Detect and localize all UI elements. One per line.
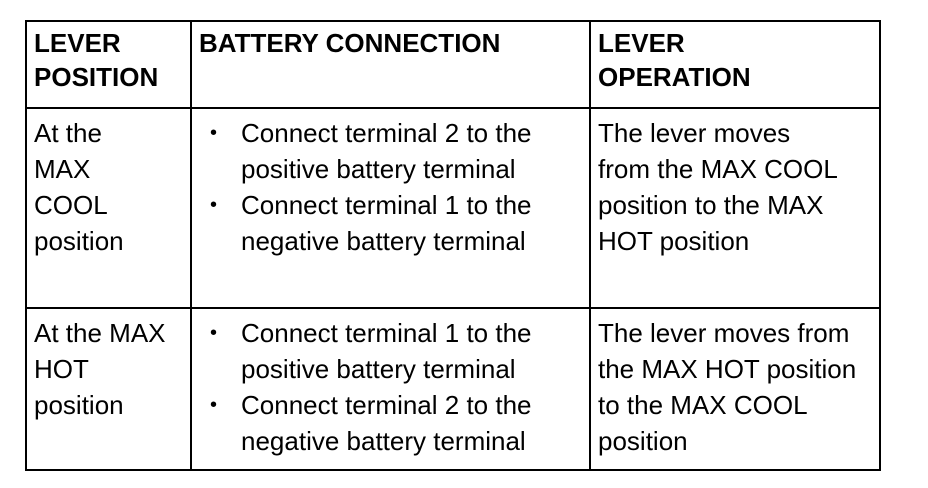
bullet-icon: •	[210, 394, 218, 416]
list-item: • Connect terminal 1 to the negative battery terminal	[241, 187, 582, 259]
header-battery-connection: BATTERY CONNECTION	[191, 21, 590, 108]
table-row	[26, 108, 880, 308]
connection-list	[199, 315, 582, 459]
header-lever-operation: LEVER OPERATION	[590, 21, 880, 108]
battery-connection-cell	[191, 108, 590, 308]
bullet-icon: •	[210, 122, 218, 144]
header-lever-position: LEVER POSITION	[26, 21, 191, 108]
lever-operation-table	[25, 20, 881, 471]
battery-connection-cell	[191, 308, 590, 470]
lever-operation-cell: The lever moves from the MAX COOL position to the MAX HOT position	[590, 108, 880, 308]
list-item: • Connect terminal 1 to the positive battery terminal	[241, 315, 582, 387]
lever-position-cell: At the MAX COOL position	[26, 108, 191, 308]
list-item: • Connect terminal 2 to the positive battery terminal	[241, 115, 582, 187]
list-item: • Connect terminal 2 to the negative battery terminal	[241, 387, 582, 459]
table-header-row	[26, 21, 880, 108]
table-row	[26, 308, 880, 470]
connection-list	[199, 115, 582, 259]
lever-position-cell: At the MAX HOT position	[26, 308, 191, 470]
lever-operation-table-container	[25, 20, 881, 471]
lever-operation-cell: The lever moves from the MAX HOT position to the MAX COOL position	[590, 308, 880, 470]
bullet-icon: •	[210, 322, 218, 344]
bullet-icon: •	[210, 194, 218, 216]
